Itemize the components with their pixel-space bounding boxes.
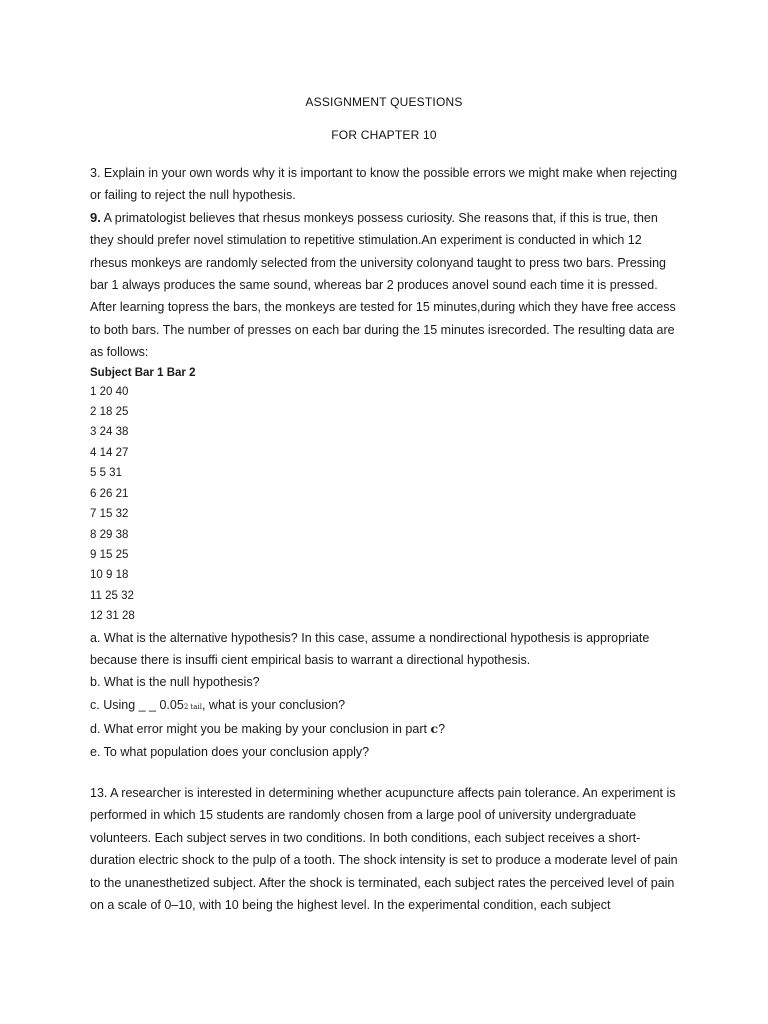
sub-question-c xyxy=(90,694,680,718)
sub-question-d xyxy=(90,718,680,740)
assignment-title: ASSIGNMENT QUESTIONS xyxy=(305,95,463,109)
table-row: 12 31 28 xyxy=(90,610,135,623)
question-3: 3. Explain in your own words why it is important to know the possible errors we might make when rejecting or failing to reject the null hypothesis. xyxy=(90,166,678,203)
table-row: 10 9 18 xyxy=(90,569,129,582)
question-13: 13. A researcher is interested in determining whether acupuncture affects pain tolerance. An experiment is performed in which 15 students are randomly chosen from a large pool of university undergraduate volunteers. Each subject serves in two conditions. In both conditions, each subject receives a short-duration electric shock to the pulp of a tooth. The shock intensity is set to produce a moderate level of pain to the unanesthetized subject. After the shock is terminated, each subject rates the perceived level of pain on a scale of 0–10, with 10 being the highest level. In the experimental condition, each subject xyxy=(90,785,678,912)
table-row: 5 5 31 xyxy=(90,467,122,480)
sub-question-c-end: , what is your conclusion? xyxy=(201,697,346,712)
data-table-header: Subject Bar 1 Bar 2 xyxy=(90,366,196,379)
table-row: 8 29 38 xyxy=(90,528,129,541)
sub-question-d-end: ? xyxy=(438,722,446,737)
table-row: 6 26 21 xyxy=(90,487,129,500)
table-row: 9 15 25 xyxy=(90,548,129,561)
sub-question-a: a. What is the alternative hypothesis? In this case, assume a nondirectional hypothesis is appropriate because there is insuffi cient empirical basis to warrant a directional hypothesis. xyxy=(90,630,650,667)
part-c-reference: c xyxy=(430,721,439,737)
question-9-text: A primatologist believes that rhesus monkeys possess curiosity. She reasons that, if this is true, then they should prefer novel stimulation to repetitive stimulation.An experiment is conducted in which 12 rhesus monkeys are randomly selected from the university colonyand taught to press two bars. Pressing bar 1 always produces the same sound, whereas bar 2 produces anovel sound each time it is pressed. After learning topress the bars, the monkeys are tested for 15 minutes,during which they have free access to both bars. The number of presses on each bar during the 15 minutes isrecorded. The resulting data are as follows: xyxy=(90,210,676,360)
document-body xyxy=(90,162,680,916)
table-row: 3 24 38 xyxy=(90,426,129,439)
question-9 xyxy=(90,207,680,364)
data-table xyxy=(90,382,680,627)
sub-question-e: e. To what population does your conclusion apply? xyxy=(90,744,370,759)
sub-question-b: b. What is the null hypothesis? xyxy=(90,675,260,690)
tail-subscript: 2 tail xyxy=(183,702,202,711)
sub-question-c-start: c. Using _ _ 0.05 xyxy=(90,697,184,712)
sub-question-d-start: d. What error might you be making by your conclusion in part xyxy=(90,722,431,737)
table-row: 7 15 32 xyxy=(90,508,129,521)
paragraph-gap xyxy=(90,763,680,782)
table-row: 4 14 27 xyxy=(90,446,129,459)
table-row: 1 20 40 xyxy=(90,385,129,398)
table-row: 2 18 25 xyxy=(90,406,129,419)
question-9-number: 9. xyxy=(90,209,101,225)
chapter-subtitle: FOR CHAPTER 10 xyxy=(331,128,437,142)
table-row: 11 25 32 xyxy=(90,589,134,602)
